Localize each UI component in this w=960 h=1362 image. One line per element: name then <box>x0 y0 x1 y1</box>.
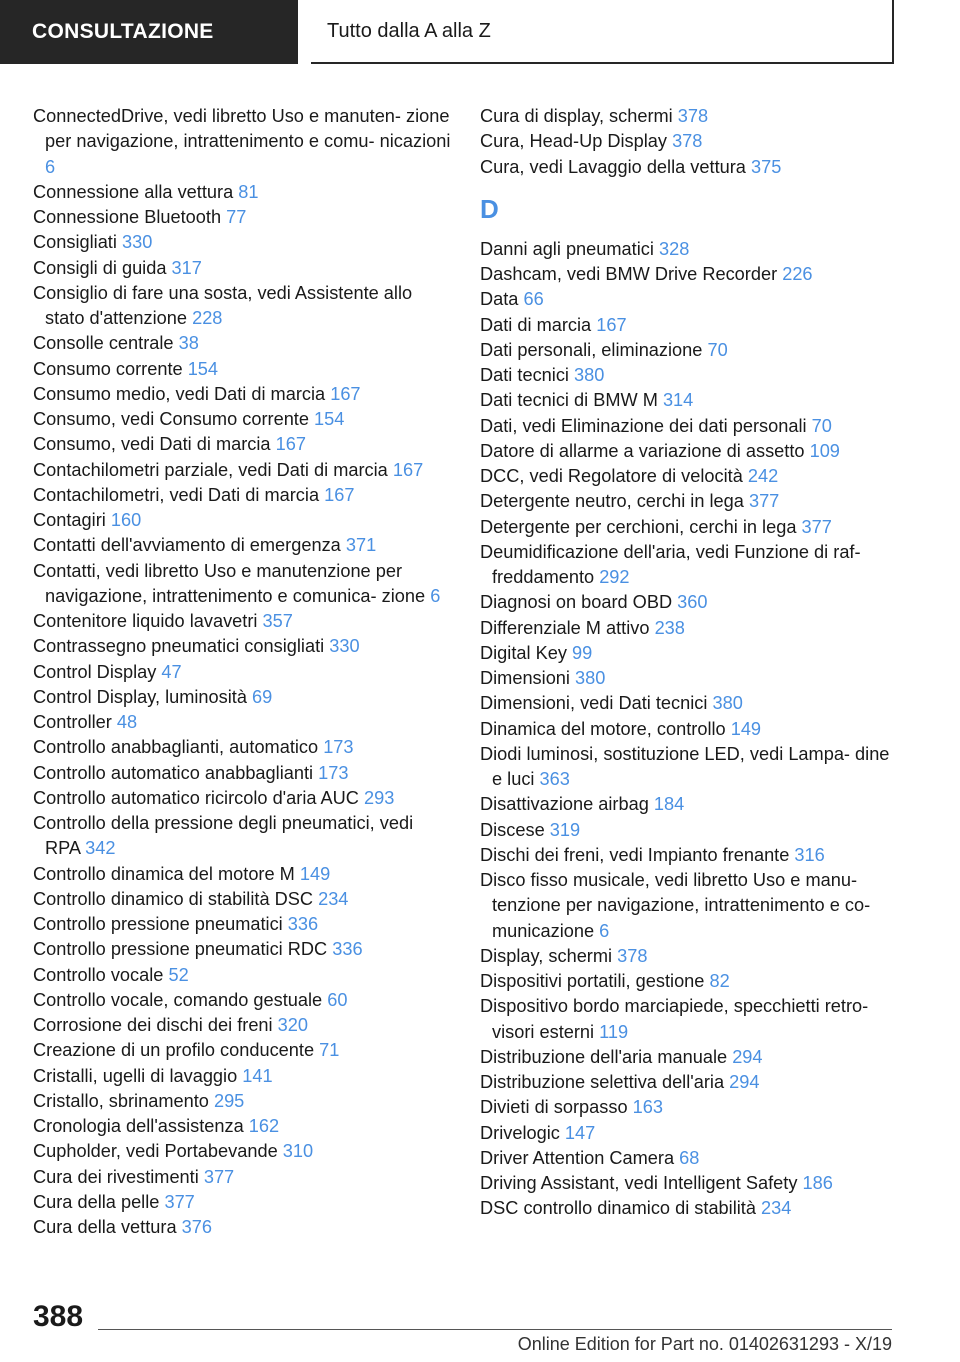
index-entry <box>480 155 898 180</box>
entry-text: Driver Attention Camera <box>480 1147 675 1168</box>
page-reference-link[interactable]: 357 <box>262 611 293 631</box>
entry-text: Control Display, luminosità <box>33 686 247 707</box>
entry-text: Connessione Bluetooth <box>33 207 222 227</box>
page-reference-link[interactable]: 226 <box>782 264 813 284</box>
page-reference-link[interactable]: 336 <box>332 939 363 960</box>
index-entry <box>480 1146 898 1171</box>
page-reference-link[interactable]: 66 <box>523 289 544 310</box>
index-entry <box>480 944 898 969</box>
page-reference-link[interactable]: 294 <box>732 1046 763 1067</box>
index-column-right <box>480 104 898 1222</box>
page-reference-link[interactable]: 47 <box>161 661 182 682</box>
index-entry <box>33 1089 451 1114</box>
index-entry <box>480 843 898 868</box>
index-entry <box>33 862 451 887</box>
index-entry <box>480 818 898 843</box>
entry-text: Cura di display, schermi <box>480 106 673 126</box>
index-entry <box>480 641 898 666</box>
page-reference-link[interactable]: 173 <box>323 737 354 758</box>
entry-text: Distribuzione selettiva dell'aria <box>480 1072 725 1092</box>
entry-text: Drivelogic <box>480 1122 560 1143</box>
index-column-left <box>33 104 451 1240</box>
entry-text: Differenziale M attivo <box>480 617 650 638</box>
page-reference-link[interactable]: 295 <box>213 1090 245 1111</box>
entry-text: Controllo automatico anabbaglianti <box>33 762 314 783</box>
index-entry <box>33 1064 451 1089</box>
entry-text: Dashcam, vedi BMW Drive Recorder <box>480 264 778 284</box>
entry-text: Detergente neutro, cerchi in lega <box>480 491 744 512</box>
index-entry <box>33 660 451 685</box>
page-reference-link[interactable]: 380 <box>574 365 605 385</box>
page-reference-link[interactable]: 310 <box>282 1141 314 1162</box>
index-entry <box>33 634 451 659</box>
entry-text: Cura, vedi Lavaggio della vettura <box>480 156 746 177</box>
page-reference-link[interactable]: 377 <box>164 1191 195 1212</box>
index-entry <box>33 357 451 382</box>
index-entry <box>480 742 898 793</box>
entry-text: Controllo automatico ricircolo d'aria AUC <box>33 787 359 808</box>
page-reference-link[interactable]: 342 <box>85 838 116 859</box>
index-entry <box>480 1196 898 1221</box>
index-entry <box>33 710 451 735</box>
section-tab <box>0 0 298 64</box>
index-entry <box>480 1121 898 1146</box>
index-entry <box>480 540 898 591</box>
index-entry <box>33 230 451 255</box>
index-entry <box>480 287 898 312</box>
entry-text: Disattivazione airbag <box>480 794 649 815</box>
entry-text: Consumo, vedi Dati di marcia <box>33 434 271 455</box>
entry-text: Contenitore liquido lavavetri <box>33 611 258 631</box>
page-reference-link[interactable]: 376 <box>181 1217 212 1237</box>
section-label: CONSULTAZIONE <box>32 20 214 43</box>
index-entry <box>480 439 898 464</box>
index-entry <box>480 590 898 615</box>
header-title: Tutto dalla A alla Z <box>327 19 491 42</box>
page-reference-link[interactable]: 167 <box>275 434 306 455</box>
entry-text: Deumidificazione dell'aria, vedi Funzione di raf- freddamento <box>480 541 861 587</box>
page-reference-link[interactable]: 71 <box>319 1040 340 1061</box>
entry-text: Dati tecnici di BMW M <box>480 390 658 411</box>
page-reference-link[interactable]: 330 <box>329 636 360 657</box>
page-reference-link[interactable]: 141 <box>242 1065 273 1086</box>
index-entry <box>33 331 451 356</box>
page-reference-link[interactable]: 330 <box>121 232 153 253</box>
page-reference-link[interactable]: 378 <box>677 106 709 126</box>
page-reference-link[interactable]: 317 <box>171 257 202 278</box>
entry-text: Controller <box>33 712 112 732</box>
index-entry <box>33 533 451 558</box>
page-reference-link[interactable]: 378 <box>617 945 648 966</box>
index-entry <box>480 717 898 742</box>
entry-text: Contrassegno pneumatici consigliati <box>33 636 325 657</box>
index-entry <box>33 281 451 332</box>
page-reference-link[interactable]: 70 <box>811 415 832 436</box>
page-reference-link[interactable]: 167 <box>330 383 361 404</box>
entry-text: Creazione di un profilo conducente <box>33 1040 315 1061</box>
entry-text: Cura dei rivestimenti <box>33 1166 199 1187</box>
entry-text: Contachilometri parziale, vedi Dati di marcia <box>33 459 388 480</box>
entry-text: Consumo corrente <box>33 358 183 379</box>
index-entry <box>33 963 451 988</box>
index-entry <box>480 338 898 363</box>
entry-text: Discese <box>480 819 545 840</box>
entry-text: DSC controllo dinamico di stabilità <box>480 1198 756 1219</box>
page-reference-link[interactable]: 52 <box>168 964 189 985</box>
entry-text: Consumo medio, vedi Dati di marcia <box>33 383 326 404</box>
index-entry <box>480 414 898 439</box>
entry-text: Display, schermi <box>480 945 613 966</box>
index-entry <box>480 1045 898 1070</box>
index-entry <box>480 129 898 154</box>
entry-text: Controllo della pressione degli pneumatici, vedi RPA <box>33 813 414 859</box>
entry-text: Consumo, vedi Consumo corrente <box>33 409 309 429</box>
entry-text: Cronologia dell'assistenza <box>33 1116 244 1136</box>
entry-text: Dati di marcia <box>480 314 592 335</box>
index-entry <box>33 1165 451 1190</box>
index-entry <box>480 969 898 994</box>
index-entry <box>480 868 898 944</box>
entry-text: Contatti dell'avviamento di emergenza <box>33 535 341 556</box>
entry-text: Divieti di sorpasso <box>480 1097 628 1118</box>
index-entry <box>33 205 451 230</box>
index-entry <box>480 994 898 1045</box>
page-reference-link[interactable]: 228 <box>192 308 223 328</box>
entry-text: Controllo pressione pneumatici <box>33 914 283 934</box>
entry-text: Driving Assistant, vedi Intelligent Safety <box>480 1173 798 1193</box>
page-reference-link[interactable]: 99 <box>572 642 593 663</box>
index-entry <box>480 691 898 716</box>
page-reference-link[interactable]: 360 <box>677 592 708 613</box>
index-entry <box>480 792 898 817</box>
entry-text: Controllo pressione pneumatici RDC <box>33 939 328 960</box>
page-reference-link[interactable]: 173 <box>318 762 349 783</box>
entry-text: Data <box>480 289 519 310</box>
page-reference-link[interactable]: 162 <box>248 1116 280 1136</box>
entry-text: Dischi dei freni, vedi Impianto frenante <box>480 844 790 865</box>
page-reference-link[interactable]: 375 <box>750 156 782 177</box>
page-reference-link[interactable]: 371 <box>345 535 377 556</box>
page-reference-link[interactable]: 320 <box>277 1015 309 1035</box>
index-entry <box>480 1070 898 1095</box>
page-reference-link[interactable]: 119 <box>599 1021 629 1042</box>
entry-text: Control Display <box>33 661 157 682</box>
page-reference-link[interactable]: 238 <box>654 617 685 638</box>
index-entry <box>33 382 451 407</box>
page-reference-link[interactable]: 60 <box>327 989 348 1010</box>
page-reference-link[interactable]: 292 <box>599 567 630 587</box>
index-entry <box>33 786 451 811</box>
page-reference-link[interactable]: 109 <box>809 440 840 461</box>
page-reference-link[interactable]: 149 <box>730 718 762 739</box>
entry-text: Contachilometri, vedi Dati di marcia <box>33 484 320 505</box>
entry-text: Contagiri <box>33 510 106 530</box>
page-reference-link[interactable]: 336 <box>287 914 319 934</box>
index-entry <box>33 912 451 937</box>
page-reference-link[interactable]: 377 <box>748 491 780 512</box>
page-reference-link[interactable]: 380 <box>712 693 743 714</box>
index-entry <box>33 1114 451 1139</box>
entry-text: Cura, Head-Up Display <box>480 131 667 152</box>
entry-text: Controllo dinamica del motore M <box>33 863 295 884</box>
page-reference-link[interactable]: 294 <box>729 1072 760 1092</box>
page-reference-link[interactable]: 147 <box>564 1122 596 1143</box>
page-reference-link[interactable]: 380 <box>575 668 606 688</box>
page-reference-link[interactable]: 316 <box>794 844 825 865</box>
entry-text: Consigli di guida <box>33 257 167 278</box>
index-entry <box>480 363 898 388</box>
entry-text: Dispositivi portatili, gestione <box>480 971 705 991</box>
index-letter-heading: D <box>480 193 499 224</box>
page-reference-link[interactable]: 6 <box>430 585 441 606</box>
entry-text: Dinamica del motore, controllo <box>480 718 726 739</box>
entry-text: Consiglio di fare una sosta, vedi Assistente allo stato d'attenzione <box>33 282 413 328</box>
index-entry <box>33 432 451 457</box>
index-entry <box>33 811 451 862</box>
page-reference-link[interactable]: 242 <box>747 466 779 486</box>
entry-text: Dispositivo bordo marciapiede, specchietti retro- visori esterni <box>480 996 869 1042</box>
page-reference-link[interactable]: 69 <box>252 686 273 707</box>
entry-text: Corrosione dei dischi dei freni <box>33 1015 273 1035</box>
index-entry <box>33 1215 451 1240</box>
entry-text: Cristalli, ugelli di lavaggio <box>33 1065 238 1086</box>
index-entry <box>480 489 898 514</box>
index-entry <box>33 761 451 786</box>
index-entry <box>480 104 898 129</box>
index-entry <box>33 735 451 760</box>
index-entry <box>33 609 451 634</box>
page-reference-link[interactable]: 70 <box>707 339 728 360</box>
entry-text: Diodi luminosi, sostituzione LED, vedi Lampa- dine e luci <box>480 743 890 789</box>
index-entry <box>480 313 898 338</box>
entry-text: Cura della vettura <box>33 1217 177 1237</box>
index-entry <box>480 515 898 540</box>
page-reference-link[interactable]: 82 <box>709 971 730 991</box>
index-entry <box>480 1171 898 1196</box>
page-reference-link[interactable]: 378 <box>672 131 703 152</box>
index-entry <box>33 988 451 1013</box>
index-entry <box>33 1139 451 1164</box>
index-entry <box>33 407 451 432</box>
entry-text: Connessione alla vettura <box>33 181 234 202</box>
page-reference-link[interactable]: 377 <box>801 516 832 537</box>
page-reference-link[interactable]: 48 <box>116 712 138 732</box>
entry-text: Diagnosi on board OBD <box>480 592 673 613</box>
page-reference-link[interactable]: 377 <box>203 1166 235 1187</box>
entry-text: Cristallo, sbrinamento <box>33 1090 209 1111</box>
page-reference-link[interactable]: 167 <box>324 484 355 505</box>
page-reference-link[interactable]: 154 <box>187 358 219 379</box>
entry-text: Contatti, vedi libretto Uso e manutenzione per navigazione, intrattenimento e comunica- zione <box>33 560 426 606</box>
page-reference-link[interactable]: 314 <box>662 390 694 411</box>
index-entry <box>33 256 451 281</box>
page-reference-link[interactable]: 319 <box>549 819 581 840</box>
index-entry <box>33 180 451 205</box>
index-entry <box>480 1095 898 1120</box>
entry-text: Cupholder, vedi Portabevande <box>33 1141 278 1162</box>
index-entry <box>33 458 451 483</box>
entry-text: Digital Key <box>480 642 567 663</box>
page-reference-link[interactable]: 6 <box>599 920 610 941</box>
footer-divider <box>98 1329 892 1330</box>
entry-text: Dimensioni <box>480 668 570 688</box>
page-reference-link[interactable]: 154 <box>314 409 345 429</box>
page-reference-link[interactable]: 6 <box>45 156 56 177</box>
index-entry <box>480 464 898 489</box>
entry-text: Cura della pelle <box>33 1191 160 1212</box>
entry-text: ConnectedDrive, vedi libretto Uso e manuten- zione per navigazione, intrattenimento e comu- nicazioni <box>33 106 451 152</box>
footer-edition: Online Edition for Part no. 01402631293 - X/19 <box>517 1334 892 1354</box>
page-reference-link[interactable]: 293 <box>364 787 395 808</box>
entry-text: Controllo vocale, comando gestuale <box>33 989 323 1010</box>
page-reference-link[interactable]: 234 <box>761 1198 792 1219</box>
entry-text: DCC, vedi Regolatore di velocità <box>480 466 743 486</box>
index-entry <box>33 508 451 533</box>
entry-text: Consigliati <box>33 232 117 253</box>
index-entry <box>480 616 898 641</box>
index-entry <box>480 388 898 413</box>
entry-text: Controllo vocale <box>33 964 164 985</box>
index-entry <box>33 104 451 180</box>
page-reference-link[interactable]: 163 <box>632 1097 663 1118</box>
entry-text: Disco fisso musicale, vedi libretto Uso e manu- tenzione per navigazione, intrattenimento e co- municazione <box>480 870 871 941</box>
index-entry <box>480 666 898 691</box>
page-reference-link[interactable]: 160 <box>110 510 142 530</box>
index-entry <box>33 1190 451 1215</box>
page-reference-link[interactable]: 167 <box>596 314 627 335</box>
entry-text: Controllo dinamico di stabilità DSC <box>33 888 314 909</box>
page-reference-link[interactable]: 328 <box>658 238 690 259</box>
index-entry <box>480 262 898 287</box>
page-number: 388 <box>33 1300 84 1333</box>
entry-text: Dati tecnici <box>480 365 569 385</box>
page-reference-link[interactable]: 68 <box>679 1147 700 1168</box>
page-reference-link[interactable]: 184 <box>653 794 685 815</box>
entry-text: Distribuzione dell'aria manuale <box>480 1046 728 1067</box>
index-entry <box>33 685 451 710</box>
entry-text: Detergente per cerchioni, cerchi in lega <box>480 516 797 537</box>
page-reference-link[interactable]: 167 <box>392 459 424 480</box>
index-entry <box>33 937 451 962</box>
page-reference-link[interactable]: 186 <box>802 1173 833 1193</box>
entry-text: Consolle centrale <box>33 333 174 354</box>
entry-text: Controllo anabbaglianti, automatico <box>33 737 319 758</box>
index-entry <box>480 237 898 262</box>
index-entry <box>33 1038 451 1063</box>
index-entry <box>33 483 451 508</box>
entry-text: Dati, vedi Eliminazione dei dati personali <box>480 415 807 436</box>
index-entry <box>33 887 451 912</box>
page-reference-link[interactable]: 234 <box>318 888 349 909</box>
entry-text: Dati personali, eliminazione <box>480 339 703 360</box>
page-reference-link[interactable]: 363 <box>539 769 570 789</box>
index-entry <box>33 559 451 610</box>
page-reference-link[interactable]: 38 <box>178 333 199 354</box>
page-reference-link[interactable]: 149 <box>299 863 331 884</box>
entry-text: Dimensioni, vedi Dati tecnici <box>480 693 708 714</box>
index-entry <box>33 1013 451 1038</box>
entry-text: Danni agli pneumatici <box>480 238 654 259</box>
page-header <box>311 0 894 64</box>
page-reference-link[interactable]: 81 <box>238 181 259 202</box>
entry-text: Datore di allarme a variazione di assetto <box>480 440 805 461</box>
page-reference-link[interactable]: 77 <box>226 207 247 227</box>
